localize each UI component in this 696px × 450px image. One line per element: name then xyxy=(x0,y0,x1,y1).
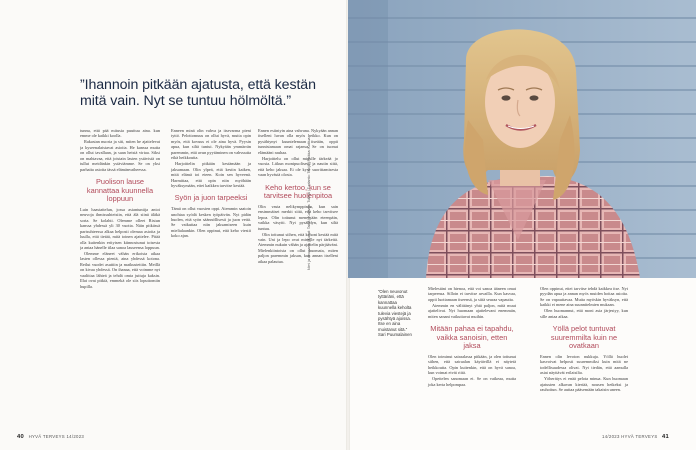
paragraph: Ennen olin levoton nukkuja. Yöllä huolet kasvoivat helposti suuremmiksi kuin mitä ne todellisuudessa olivat. Nyt tiedän, että aamulla asiat näyttävät erilaisilta. xyxy=(540,354,628,376)
subheading: Syön ja juon tarpeeksi xyxy=(174,193,248,203)
magazine-issue: HYVÄ TERVEYS 14/2023 xyxy=(28,434,85,439)
paragraph: Olen toiminut sairaalassa pitkään, ja olen tottunut siihen, että sairaalan käytävillä ei näytetä heikkoutta. Opin kuitenkin, että on hyvä sanoa, kun voimat eivät riitä. xyxy=(428,354,516,376)
article-column-1 xyxy=(80,128,160,428)
paragraph: Harjoittelu on ollut minulle tärkeää jo vuosia. Liikun monipuolisesti ja nautin siitä, että keho jaksaa. Ei ole kyse suorittamisesta vaan hyvästä olosta. xyxy=(258,155,338,178)
paragraph: Opettelen sanomaan ei. Se on vaikeaa, mutta joka kerta helpompaa. xyxy=(428,376,516,387)
footer-right xyxy=(602,434,672,440)
article-column-3 xyxy=(258,128,338,428)
paragraph: Ennen esiintyin aina vahvana. Nykyään annan itselleni luvan olla myös heikko. Kun on pysähtynyt kuuntelemaan itseään, oppii tunnistamaan omat rajansa. Se on tuonut elämääni rauhaa. xyxy=(258,128,338,155)
paragraph: Olin tottunut siihen, että kehoni kestää mitä vain. Uni ja lepo ovat minulle nyt tärkeitä. Aiemmin nukuin vähän ja ajattelin pärjääväni. Mielenkiintoista on ollut huomata, miten paljon paremmin jaksan, kun annan itselleni aikaa palautua. xyxy=(258,231,338,264)
paragraph: Enneen minä olin vahva ja itsevarma pieni tyttö. Pelottomuus on ollut hyvä, mutta opin myös, että kovuus ei ole aina hyvä. Pyysin apua, kun siltä tuntui. Nykyään ymmärrän paremmin, että avun pyytäminen on vahvuutta eikä heikkoutta. xyxy=(171,128,251,161)
caption-text: ”Olen neuvonut tyttäriäni, että kannattaa kuunnella keholta tulevia viestejä ja pysähtyä ajoissa. Itse en aina muistanut sitä.” xyxy=(378,289,412,332)
subheading: Keho kertoo, kun se tarvitsee huolenpitoa xyxy=(263,182,333,201)
paragraph: Aiemmin en välittänyt yhtä paljon, mitä muut ajattelivat. Nyt huomaan ajattelevani enemmän, miten sanani vaikuttavat muihin. xyxy=(428,302,516,319)
paragraph: Luin haastattelun, jossa asiantuntija antoi neuvoja ihmissuhteisiin, että älä siinä äläkä sorta. Se kolahti. Olemme olleet Ristun kanssa yhdessä yli 30 vuotta. Näin pitkässä parisuhteessa alkaa helposti olemaa asioita ja luulla, että tietää, mitä toinen ajattelee. Pitää olla kuitenkin erityisen kiinnostunut toisesta ja antaa hänelle tilaa sanoa lauseensa loppuun. xyxy=(80,206,160,251)
paragraph: tunnu, että pää mitusia puuttuu aina. kun emme ole kaikki koolla. xyxy=(80,128,160,139)
page-number: 41 xyxy=(662,434,670,440)
photo-caption xyxy=(378,289,414,338)
portrait-illustration xyxy=(348,0,696,278)
paragraph: Olin vasta nelikymppinen, kun sain ensimmäiset merkit siitä, että keho tarvitsee lepoa. Olin tottunut menemään eteenpäin, vaikka väsytti. Nyt pysähdyn, kun siltä tuntuu. xyxy=(258,203,338,231)
magazine-issue: 14/2023 HYVÄ TERVEYS xyxy=(602,434,658,439)
paragraph: Olen oppinut, ettei tarvitse tehdä kaikkea itse. Nyt pyydän apua ja annan myös muiden hoitaa asioita. Se on vapauttavaa. Mutta myöskin hyväksyn, että kaikki ei mene aina suunnitelmien mukaan. xyxy=(540,286,628,308)
article-column-5 xyxy=(540,286,628,430)
paragraph: Harjoittelin pitkään kestämään ja jaksamaan. Olin ylpeä, että kestin kaiken, mitä elämä toi eteen. Koin sen hyveenä. Harmittaa, että opin niin myöhään hyväksymään, ettei kaikkea tarvitse kestää. xyxy=(171,161,251,189)
article-column-4 xyxy=(428,286,516,430)
footer-left xyxy=(14,434,84,440)
paragraph: Rakastan nuoria ja siti, miten he ajattelevat ja kyseenalaistavat asioita. He kanssa mutta on ollut tavallaan, ja saan heistä virtaa. Siksi on mahtavaa, että joistain lasten ystävistä on tullut meidänkin ystäviämme. Se on yksi parhaita asioita tässä elämänvaiheessa. xyxy=(80,139,160,172)
subheading: Mitään pahaa ei tapahdu, vaikka sanoisin, etten jaksa xyxy=(430,324,514,351)
subheading: Yöllä pelot tuntuvat suuremmilta kuin ne ovatkaan xyxy=(550,324,618,351)
paragraph: Yöherätys ei enää pelota minua. Kun huomaan ajatusten alkavan kiertää, nousen hetkeksi ja rauhoitun. Se auttaa pääsemään takaisin uneen. xyxy=(540,376,628,393)
subheading: Puolison lause kannattaa kuunnella loppuun xyxy=(86,177,154,204)
paragraph: Mielestäni on hienoa, että voi sanoa ääneen omat tarpeensa. Silloin ei tarvitse arvailla. Kun kasvaa, oppii luottamaan itseensä, ja siitä seuraa vapautta. xyxy=(428,286,516,302)
caption-name: Sari Puumalainen xyxy=(378,332,412,338)
paragraph: Tämä on ollut vuosien oppi. Aiemmin saatoin unohtaa syödä kesken työpäivän. Nyt pidän huolen, että syön säännöllisesti ja juon vettä. Se vaikuttaa niin jaksamiseen kuin mielialaankin. Olen oppinut, että keho viestii koko ajan. xyxy=(171,206,251,239)
portrait-photo xyxy=(348,0,696,278)
photo-credit: Nimi ja arvosana | Kuvat: Taina | Kuvaaja: Tutkija | Tuotanto: Tekijä | Paikka: Kotilua xyxy=(307,137,311,270)
paragraph: Olen huomannut, että moni asia järjestyy, kun sille antaa aikaa. xyxy=(540,308,628,319)
article-column-2 xyxy=(171,128,251,428)
page-number: 40 xyxy=(17,434,25,440)
paragraph: Olemme eläneet vähän erikoista aikaa lasten ollessa pieniä, aina yhdessä kotona. Reilut vuodet asuttiin ja matkustettiin. Meillä on kivaa yhdessä. On ihanaa, että voimme nyt vaalittaa lähteä ja tehdä omia juttuja kaksin. Illat ovat pitkiä, emmekä ole siis loputtomiin hupilla. xyxy=(80,251,160,289)
pull-quote: ”Ihannoin pitkään ajatusta, että kestän mitä vain. Nyt se tuntuu hölmöltä.” xyxy=(80,77,316,109)
